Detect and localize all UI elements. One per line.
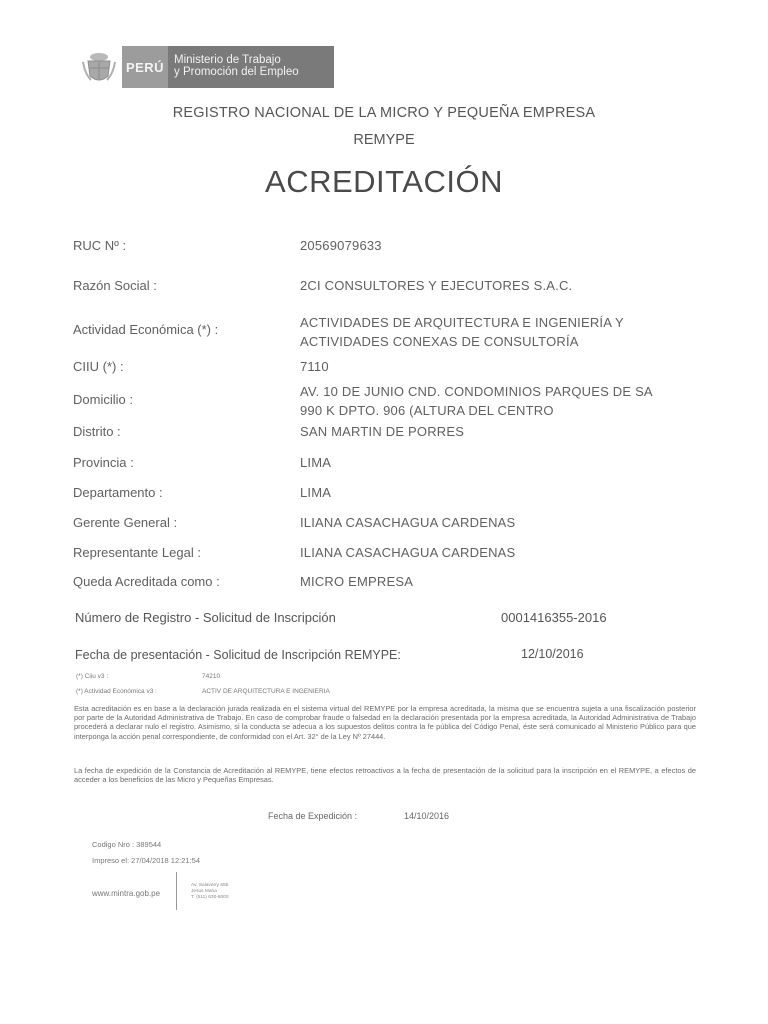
departamento-value: LIMA xyxy=(300,485,332,500)
footer-address xyxy=(191,883,229,901)
note-ciiu-label: (*) Ciiu v3 : xyxy=(76,673,109,680)
expedicion-label: Fecha de Expedición : xyxy=(268,811,358,821)
queda-label: Queda Acreditada como : xyxy=(73,574,220,589)
ministry-line-1: Ministerio de Trabajo xyxy=(174,54,281,66)
razon-social-value: 2CI CONSULTORES Y EJECUTORES S.A.C. xyxy=(300,278,573,293)
coat-of-arms-icon xyxy=(80,46,118,88)
fecha-presentacion-label: Fecha de presentación - Solicitud de Inscripción REMYPE: xyxy=(75,648,401,662)
actividad-value-line-1: ACTIVIDADES DE ARQUITECTURA E INGENIERÍA Y xyxy=(300,315,624,330)
note-actividad-label: (*) Actividad Económica v3 : xyxy=(76,688,157,695)
distrito-value: SAN MARTIN DE PORRES xyxy=(300,424,465,439)
disclaimer-paragraph-2: La fecha de expedición de la Constancia de Acreditación al REMYPE, tiene efectos retroactivos a la fecha de presentación de la solicitud para la inscripción en el REMYPE, a efectos de acceder a los beneficios de las Micro y Pequeñas Empresas. xyxy=(74,766,696,785)
impreso-text: Impreso el: 27/04/2018 12:21:54 xyxy=(92,856,200,865)
website-link[interactable]: www.mintra.gob.pe xyxy=(92,889,161,898)
departamento-label: Departamento : xyxy=(73,485,163,500)
gerente-label: Gerente General : xyxy=(73,515,178,530)
note-ciiu-value: 74210 xyxy=(202,673,221,680)
actividad-value-line-2: ACTIVIDADES CONEXAS DE CONSULTORÍA xyxy=(300,334,579,349)
registry-acronym: REMYPE xyxy=(353,132,415,148)
provincia-label: Provincia : xyxy=(73,455,134,470)
ciiu-label: CIIU (*) : xyxy=(73,359,124,374)
actividad-value xyxy=(300,313,624,351)
registry-title: REGISTRO NACIONAL DE LA MICRO Y PEQUEÑA EMPRESA xyxy=(172,105,596,121)
ruc-label: RUC Nº : xyxy=(73,238,127,253)
fecha-presentacion-value: 12/10/2016 xyxy=(521,647,584,661)
domicilio-value-line-2: 990 K DPTO. 906 (ALTURA DEL CENTRO xyxy=(300,403,554,418)
distrito-label: Distrito : xyxy=(73,424,121,439)
representante-value: ILIANA CASACHAGUA CARDENAS xyxy=(300,545,516,560)
note-actividad-value: ACTIV DE ARQUITECTURA E INGENIERIA xyxy=(202,688,330,695)
queda-value: MICRO EMPRESA xyxy=(300,574,414,589)
expedicion-value: 14/10/2016 xyxy=(404,811,450,821)
registro-value: 0001416355-2016 xyxy=(501,610,607,625)
domicilio-value xyxy=(300,382,653,420)
actividad-label: Actividad Económica (*) : xyxy=(73,322,219,337)
address-line-2: Jesus Maria xyxy=(191,889,217,894)
ministry-logo xyxy=(80,46,334,88)
registro-label: Número de Registro - Solicitud de Inscripción xyxy=(75,610,336,625)
codigo-text: Codigo Nro : 389544 xyxy=(92,840,162,849)
document-title: ACREDITACIÓN xyxy=(265,164,503,199)
footer-divider xyxy=(176,872,177,910)
ministry-name xyxy=(168,46,334,88)
domicilio-label: Domicilio : xyxy=(73,392,133,407)
representante-label: Representante Legal : xyxy=(73,545,201,560)
domicilio-value-line-1: AV. 10 DE JUNIO CND. CONDOMINIOS PARQUES DE SA xyxy=(300,384,653,399)
gerente-value: ILIANA CASACHAGUA CARDENAS xyxy=(300,515,516,530)
ciiu-value: 7110 xyxy=(300,359,329,374)
ruc-value: 20569079633 xyxy=(300,238,382,253)
peru-label: PERÚ xyxy=(122,46,168,88)
ministry-line-2: y Promoción del Empleo xyxy=(174,66,299,78)
address-line-1: Av. Salaverry 655 xyxy=(191,883,229,888)
razon-social-label: Razón Social : xyxy=(73,278,157,293)
provincia-value: LIMA xyxy=(300,455,332,470)
disclaimer-paragraph-1: Esta acreditación es en base a la declaración jurada realizada en el sistema virtual del REMYPE por la empresa acreditada, la misma que se encuentra sujeta a una fiscalización posterior por parte de la Autoridad Administrativa de Trabajo. En caso de comprobar fraude o falsedad en la declaración presentada por la empresa acreditada, la Autoridad Administrativa de Trabajo procederá a declarar nulo el registro. Asimismo, si la conducta se adecua a los supuestos delitos contra la fe pública del Código Penal, éste será comunicado al Ministerio Público para que interponga la acción penal correspondiente, de conformidad con el Art. 32° de la Ley Nº 27444. xyxy=(74,704,696,741)
address-line-3: T. (511) 630-6000 xyxy=(191,895,229,900)
